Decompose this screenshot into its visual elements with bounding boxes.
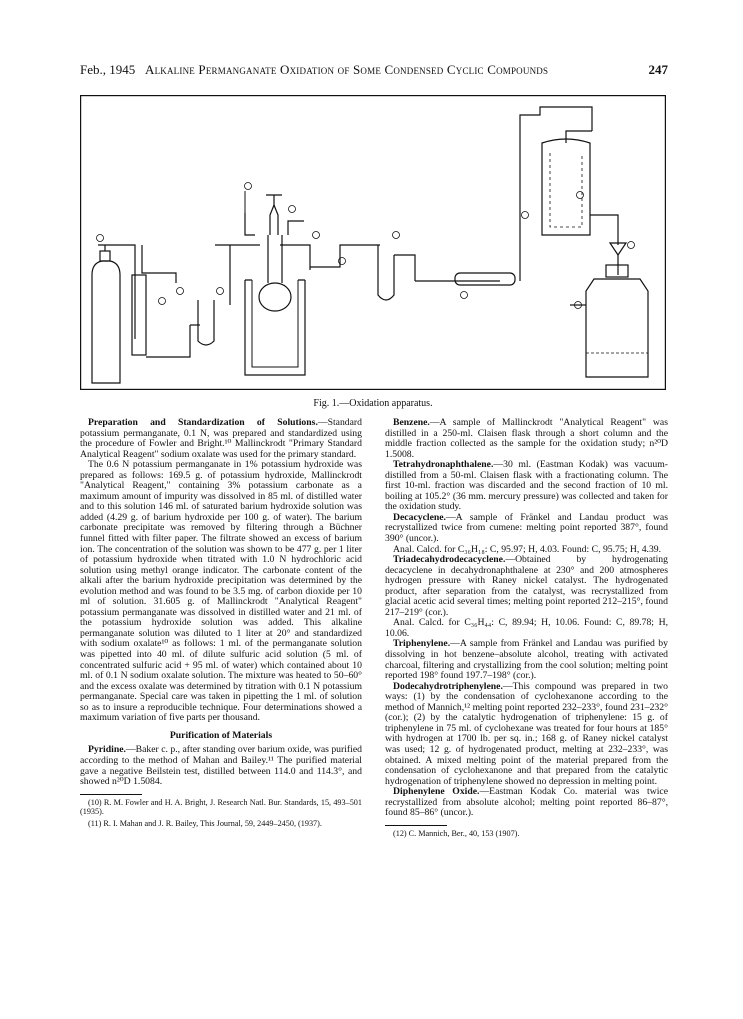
- run-in-heading: Triadecahydrodecacyclene.: [393, 554, 506, 566]
- header-date: Feb., 1945: [80, 62, 136, 77]
- run-in-heading: Decacyclene.: [393, 511, 446, 523]
- paragraph-text: —A sample of Fränkel and Landau product was recrystallized twice from cumene: melting point reported 387°, found 390° (uncor.).: [385, 511, 668, 545]
- footnote-rule: [80, 794, 142, 795]
- paragraph-tetrahydronaphthalene: [385, 460, 668, 513]
- header-title: Alkaline Permanganate Oxidation of Some Condensed Cyclic Compounds: [145, 62, 549, 77]
- figure-caption: Fig. 1.—Oxidation apparatus.: [313, 398, 433, 409]
- run-in-heading: Dodecahydrotriphenylene.: [393, 680, 503, 692]
- footnote-12: (12) C. Mannich, Ber., 40, 153 (1907).: [393, 828, 520, 838]
- paragraph-text: —Obtained by hydrogenating decacyclene in decahydronaphthalene at 230° and 200 atmospheres hydrogen pressure with Raney nickel catalyst. The hydrogenated product, after separation from the catalyst, was recrystallized from glacial acetic acid several times; melting point reported 212–215°, found 217–219° (cor.).: [385, 554, 668, 618]
- paragraph-permanganate: The 0.6 N potassium permanganate in 1% potassium hydroxide was prepared as follows: 169.5 g. of potassium hydroxide, Mallinckrodt "Analytical Reagent," containing 3% potassium carbonate as a maximum amount of impurity was dissolved in 85 ml. of distilled water and to this solution 146 ml. of saturated barium hydroxide solution was added (4.29 g. of barium hydroxide per 100 g. of water). The barium carbonate precipitate was removed by filtering through a Büchner funnel fitted with filter paper. The filtrate showed an excess of barium ion. The concentration of the solution was shown to be 477 g. per 1 liter of potassium hydroxide when titrated with 1.0 N hydrochloric acid solution using methyl orange indicator. The carbonate content of the alkali after the barium hydroxide precipitation was determined by the evolution method and was found to be 3.5 mg. of carbon dioxide per 10 ml of solution. 31.605 g. of Mallinckrodt "Analytical Reagent" potassium permanganate was dissolved in distilled water and 21 ml. of the potassium hydroxide solution was added. This alkaline permanganate solution was diluted to 1 liter at 20° and standardized with sodium oxalate¹⁰ as follows: 1 ml. of the permanganate solution was pipetted into 40 ml. of dilute sulfuric acid solution (5 ml. of concentrated sulfuric acid + 95 ml. of water) which contained about 10 ml. of 0.1 N sodium oxalate solution. The mixture was heated to 50–60° and the excess oxalate was determined by titration with 0.1 N potassium permanganate. Special care was taken in pipetting the 1 ml. of solution so as to insure a reproducible technique. Four determinations showed a maximum variation of five parts per thousand.: [80, 459, 362, 724]
- paragraph-text: —Baker c. p., after standing over barium oxide, was purified according to the method of Mahan and Bailey.¹¹ The purified material gave a negative Beilstein test, distilled between 114.0 and 114.3°, and showed n²⁰D 1.5084.: [80, 744, 362, 788]
- header-page-number: 247: [648, 62, 668, 77]
- footnote-11: (11) R. I. Mahan and J. R. Bailey, This Journal, 59, 2449–2450, (1937).: [88, 818, 322, 828]
- paragraph-text: —Eastman Kodak Co. material was twice recrystallized from absolute alcohol; melting point reported 86–87°, found 85–86° (uncor.).: [385, 786, 668, 819]
- paragraph-text: —Standard potassium permanganate, 0.1 N, was prepared and standardized using the procedure of Fowler and Bright.¹⁰ Mallinckrodt "Primary Standard Analytical Reagent" sodium oxalate was used for the primary standard.: [80, 417, 362, 460]
- running-header: [80, 62, 668, 78]
- paragraph-solutions: [80, 418, 362, 460]
- analysis-triadecahydrodecacyclene: Anal. Calcd. for C₃₆H₄₄: C, 89.94; H, 10.06. Found: C, 89.78; H, 10.06.: [385, 617, 668, 639]
- run-in-heading: Pyridine.: [88, 744, 126, 756]
- paragraph-triphenylene: [385, 639, 668, 681]
- left-column: [80, 418, 362, 830]
- paragraph-benzene: [385, 418, 668, 460]
- run-in-heading: Triphenylene.: [393, 638, 451, 650]
- section-heading: Purification of Materials: [169, 729, 273, 741]
- paragraph-decacyclene: [385, 513, 668, 545]
- right-column: [385, 418, 668, 840]
- apparatus-diagram: [80, 95, 666, 390]
- run-in-heading: Benzene.: [393, 417, 430, 428]
- paragraph-dodecahydrotriphenylene: [385, 682, 668, 787]
- run-in-heading: Preparation and Standardization of Solutions.: [88, 417, 318, 428]
- paragraph-text: —30 ml. (Eastman Kodak) was vacuum-distilled from a 50-ml. Claisen flask with a fractionating column. The first 10-ml. fraction was discarded and the second fraction of 10 ml. boiling at 105.2° (36 mm. mercury pressure) was collected and taken for the oxidation study.: [385, 459, 668, 513]
- footnote-10: (10) R. M. Fowler and H. A. Bright, J. Research Natl. Bur. Standards, 15, 493–501 (1935).: [80, 797, 362, 817]
- paragraph-pyridine: [80, 745, 362, 787]
- run-in-heading: Tetrahydronaphthalene.: [393, 459, 494, 471]
- paragraph-text: —This compound was prepared in two ways: (1) by the condensation of cyclohexanone according to the method of Mannich,¹² melting point reported 232–233°, found 231–232° (cor.); (2) by the catalytic hydrogenation of triphenylene: 15 g. of triphenylene in 75 ml. of cyclohexane was treated for four hours at 185° with hydrogen at 1700 lb. per sq. in.; 168 g. of Raney nickel catalyst was used; 12 g. of hydrogenated product, melting at 232–233°, was obtained. A mixed melting point of the material prepared from the condensation of cyclohexanone and that prepared from the catalytic hydrogenation of triphenylene showed no depression in melting point.: [385, 680, 668, 787]
- footnote-rule: [385, 825, 447, 826]
- analysis-decacyclene: Anal. Calcd. for C₃₆H₁₈: C, 95.97; H, 4.03. Found: C, 95.75; H, 4.39.: [393, 543, 662, 555]
- paragraph-text: —A sample of Mallinckrodt "Analytical Reagent" was distilled in a 250-ml. Claisen flask through a short column and the middle fraction collected as the sample for the oxidation study; n²⁰D 1.5008.: [385, 417, 668, 460]
- paragraph-triadecahydrodecacyclene: [385, 555, 668, 618]
- paragraph-diphenylene-oxide: [385, 787, 668, 819]
- paragraph-text: —A sample from Fränkel and Landau was purified by dissolving in hot benzene–absolute alcohol, treating with activated charcoal, filtering and crystallizing from the cool solution; melting point reported 198° found 197.7–198° (cor.).: [385, 638, 668, 682]
- figure-oxidation-apparatus: [80, 95, 666, 390]
- run-in-heading: Diphenylene Oxide.: [393, 786, 480, 798]
